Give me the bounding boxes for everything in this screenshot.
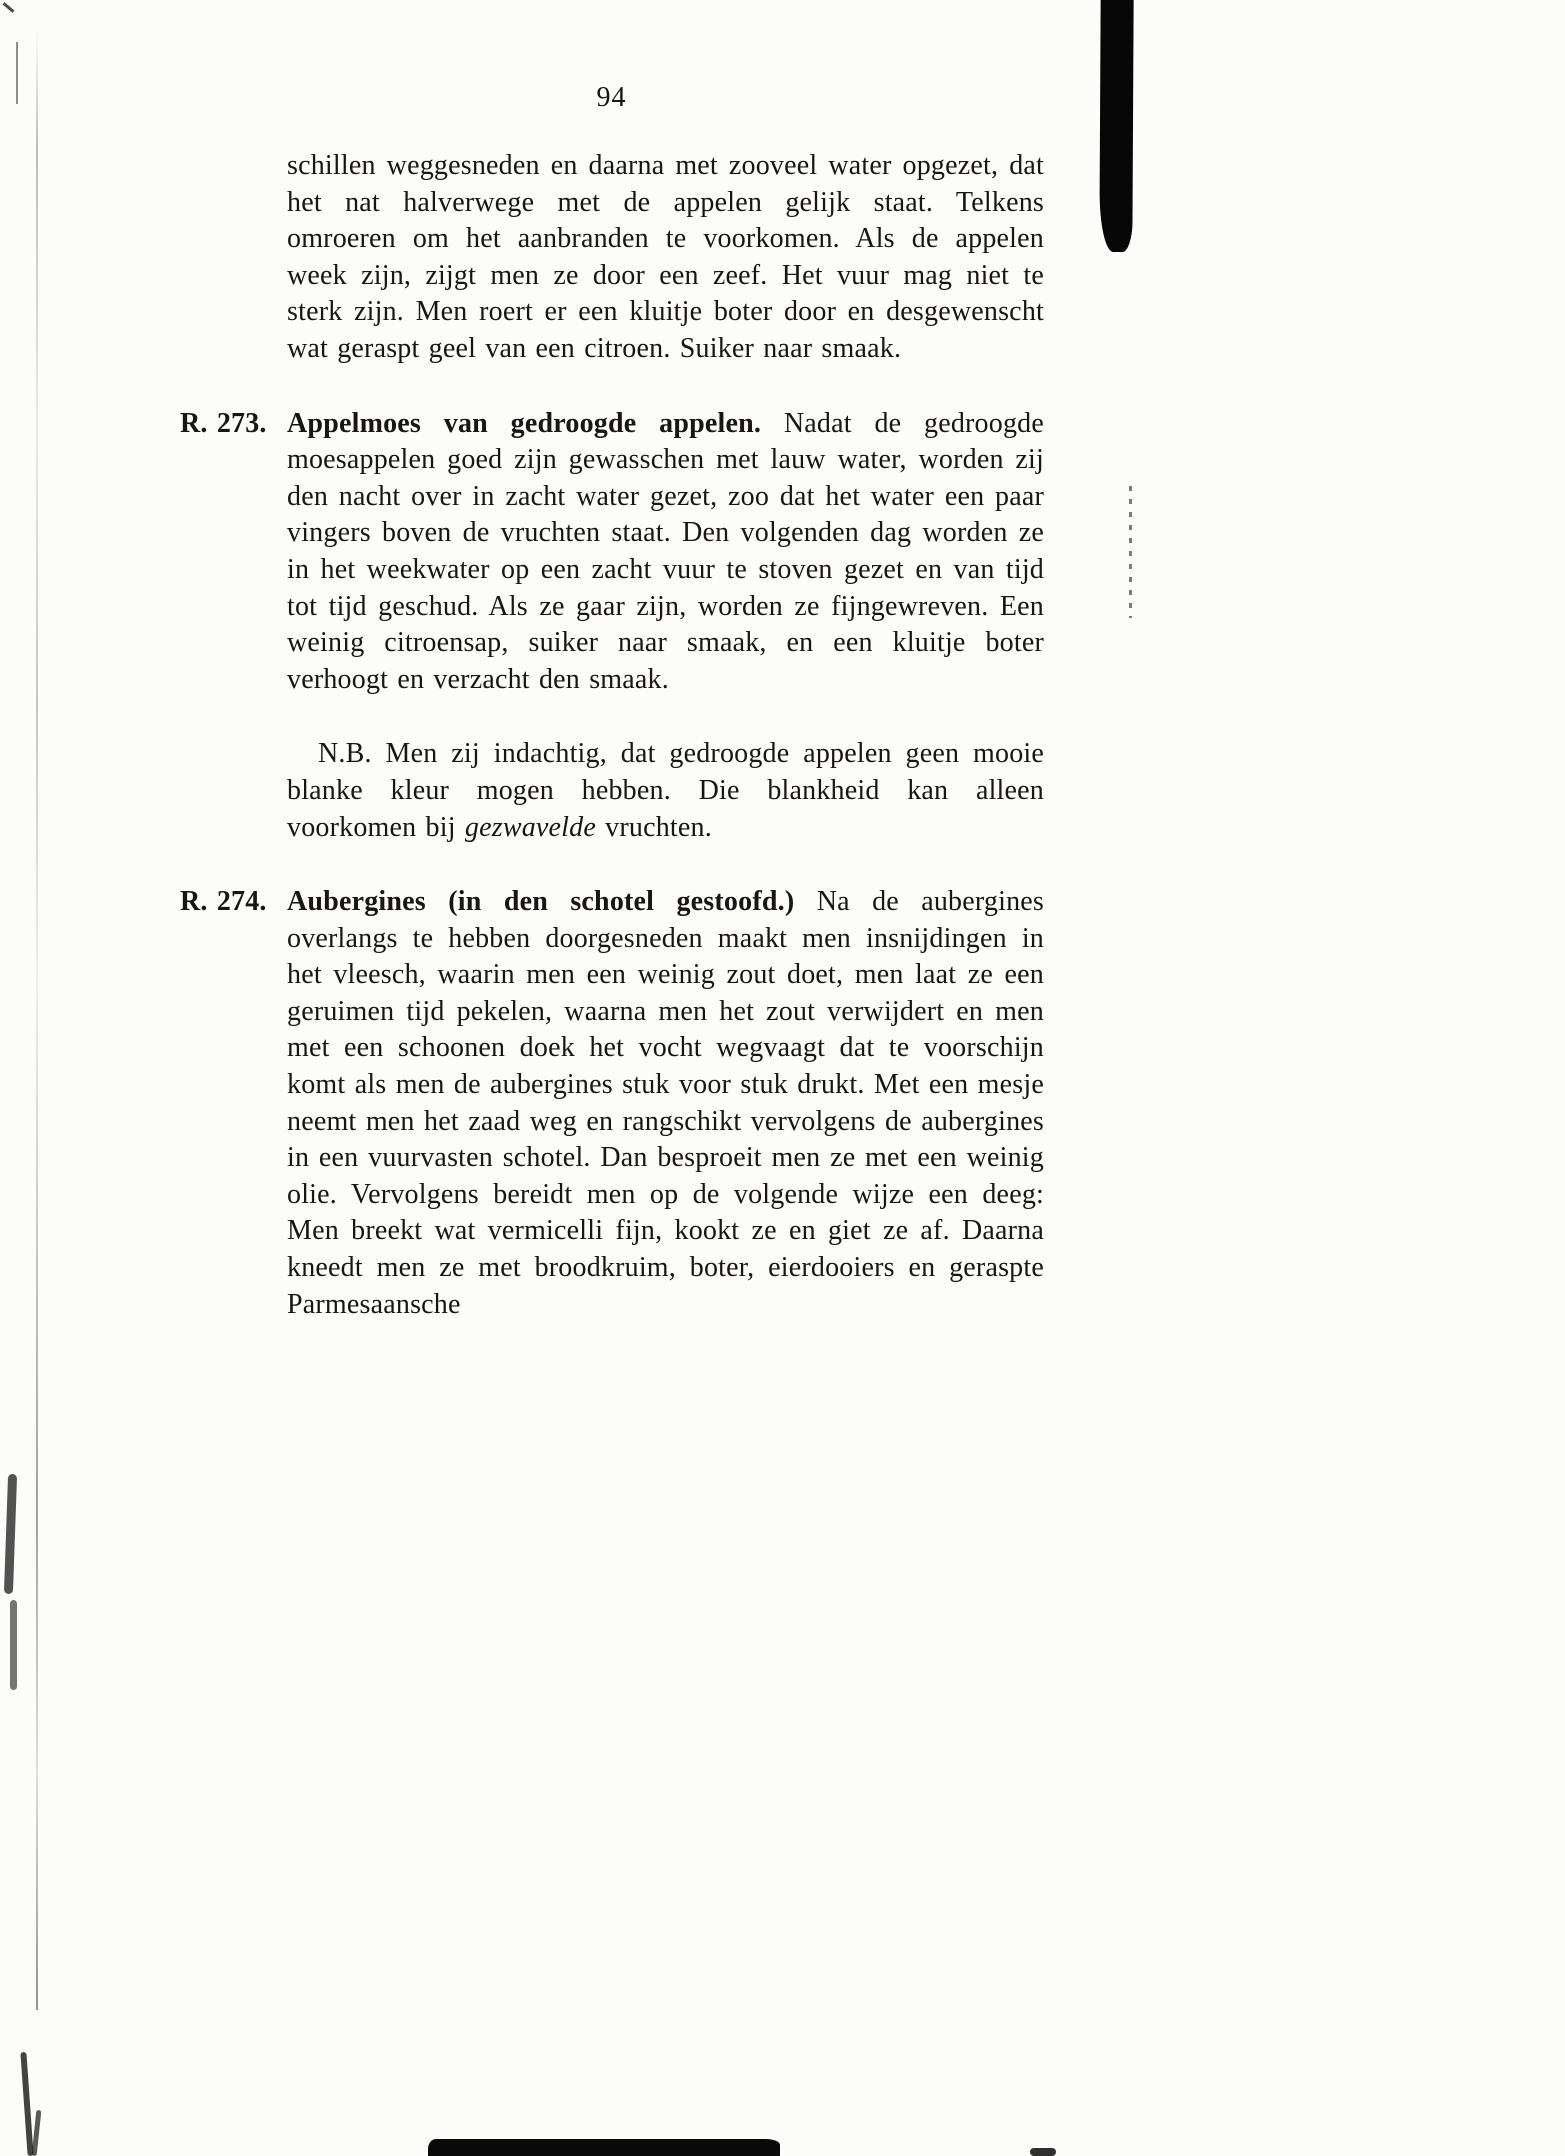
scan-artifact-bottom-smudge [428,2139,780,2156]
recipe-entry-274 [180,884,1044,1323]
page-text-block [180,148,1044,1361]
paragraph-continuation: schillen weggesneden en daarna met zooveel water opgezet, dat het nat halverwege met de appelen gelijk staat. Telkens omroeren om het aanbranden te voorkomen. Als de appelen week zijn, zijgt men ze door een zeef. Het vuur mag niet te sterk zijn. Men roert er een kluitje boter door en desgewenscht wat geraspt geel van een citroen. Suiker naar smaak. [287,150,1044,364]
scan-artifact-left-edge-line [36,30,38,2010]
note-italic-word: gezwavelde [464,811,596,843]
recipe-paragraph-274 [287,884,1044,1323]
scan-artifact-left-smear-2 [10,1600,17,1690]
note-lead: N.B. [318,738,372,770]
scan-artifact-ink-bar [1099,0,1133,252]
page-number: 94 [596,82,627,113]
scan-artifact-top-left-line [16,42,18,104]
note-body-end: vruchten. [605,811,712,843]
recipe-entry-273 [180,406,1044,699]
note-paragraph [287,736,1044,846]
recipe-title-273: Appelmoes van gedroogde appelen. [287,407,762,439]
recipe-number-273: R. 273. [180,407,267,439]
recipe-number-274: R. 274. [180,886,267,918]
scan-artifact-left-smear-1 [4,1474,17,1594]
scan-artifact-left-smear-3 [20,2052,33,2156]
recipe-body-274: Na de aubergines overlangs te hebben doorgesneden maakt men insnijdingen in het vleesch, waarin men een weinig zout doet, men laat ze een geruimen tijd pekelen, waarna men het zout verwijdert en men met een schoonen doek het vocht wegvaagt dat te voorschijn komt als men de aubergines stuk voor stuk drukt. Met een mesje neemt men het zaad weg en rangschikt vervolgens de aubergines in een vuurvasten schotel. Dan besproeit men ze met een weinig olie. Vervolgens bereidt men op de volgende wijze een deeg: Men breekt wat vermicelli fijn, kookt ze en giet ze af. Daarna kneedt men ze met broodkruim, boter, eierdooiers en geraspte Parmesaansche [287,886,1044,1320]
scan-artifact-bottom-smudge-small [1030,2148,1056,2156]
note-body: Men zij indachtig, dat gedroogde appelen geen mooie blanke kleur mogen hebben. Die blankheid kan alleen voorkomen bij [287,738,1044,843]
scan-artifact-dotted-line [1129,486,1132,618]
scan-artifact-left-smear-4 [32,2110,42,2156]
recipe-paragraph-273 [287,406,1044,699]
scan-artifact-top-left-tick [3,2,15,13]
recipe-body-273: Nadat de gedroogde moesappelen goed zijn gewasschen met lauw water, worden zij den nacht over in zacht water gezet, zoo dat het water een paar vingers boven de vruchten staat. Den volgenden dag worden ze in het weekwater op een zacht vuur te stoven gezet en van tijd tot tijd geschud. Als ze gaar zijn, worden ze fijngewreven. Een weinig citroensap, suiker naar smaak, en een kluitje boter verhoogt en verzacht den smaak. [287,407,1044,695]
recipe-title-274: Aubergines (in den schotel gestoofd.) [287,886,795,918]
